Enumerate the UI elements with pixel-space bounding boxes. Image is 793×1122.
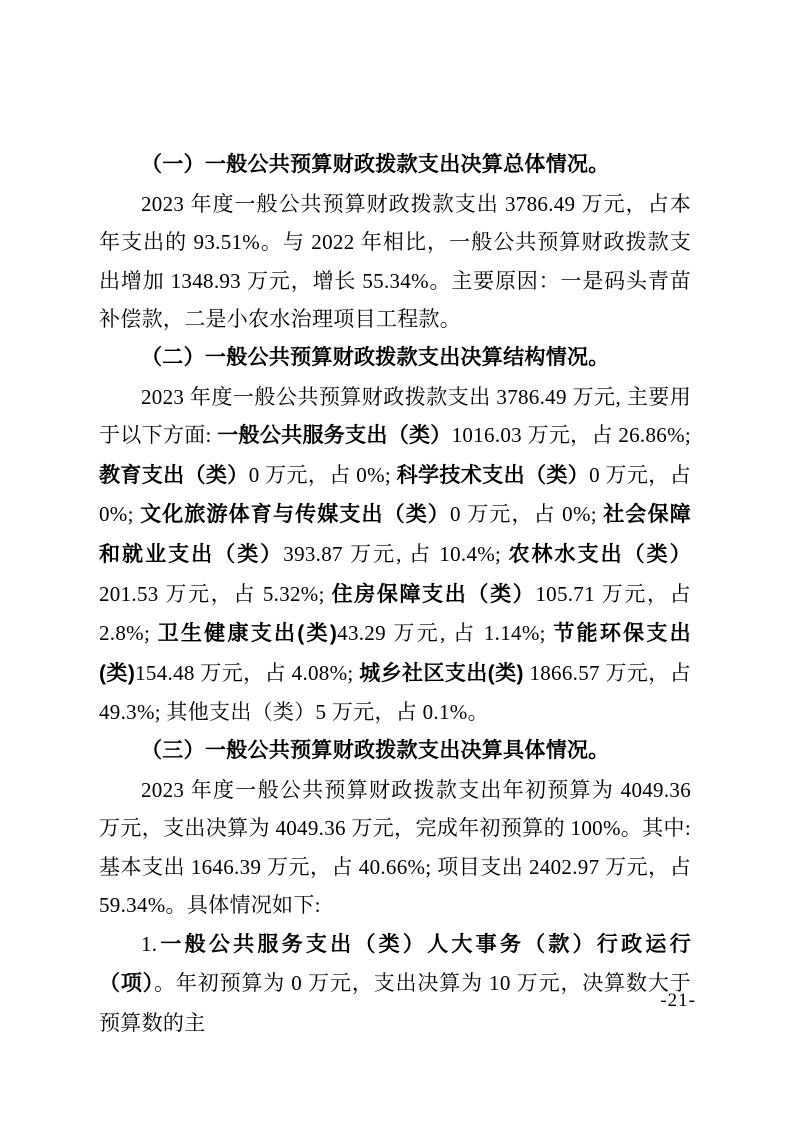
section-1-paragraph — [99, 185, 691, 339]
text-run: 105.71 万元，占 2.8%; — [99, 581, 691, 646]
section-3-paragraph — [99, 771, 691, 925]
bold-text-run: 文化旅游体育与传媒支出（类） — [140, 503, 451, 527]
text-run: 1016.03 万元，占 26.86%; — [451, 423, 691, 448]
text-run: 0 万元，占 0%; — [99, 462, 691, 527]
text-run: 。年初预算为 0 万元，支出决算为 10 万元，决算数大于预算数的主 — [99, 971, 692, 1036]
bold-text-run: 城乡社区支出(类) — [359, 661, 524, 685]
bold-text-run: 一般公共服务支出（类）人大事务（款）行政运行（项） — [99, 932, 691, 996]
section-2-paragraph — [99, 378, 691, 732]
section-1-heading: （一）一般公共预算财政拨款支出决算总体情况。 — [141, 153, 610, 176]
text-run: 1. — [141, 931, 158, 956]
text-run: 0 万元，占 0%; — [248, 462, 397, 487]
section-3-heading: （三）一般公共预算财政拨款支出决算具体情况。 — [141, 738, 610, 762]
bold-text-run: 农林水支出（类） — [508, 542, 691, 566]
section-2-heading: （二）一般公共预算财政拨款支出决算结构情况。 — [141, 345, 610, 369]
page-number: -21- — [660, 990, 696, 1011]
bold-text-run: 一般公共服务支出（类） — [217, 424, 452, 448]
item-1-paragraph — [99, 925, 691, 1043]
bold-text-run: 教育支出（类） — [99, 463, 249, 487]
text-run: 2023 年度一般公共预算财政拨款支出年初预算为 4049.36 万元，支出决算为 4049.36 万元，完成年初预算的 100%。其中:基本支出 1646.39 万元，占 40.66%; 项目支出 2402.97 万元，占 59.34%。具体情况如下: — [99, 777, 691, 918]
text-run: 201.53 万元，占 5.32%; — [99, 581, 332, 606]
text-run: 0 万元，占 0%; — [450, 502, 604, 527]
document-blocks — [99, 146, 691, 1043]
text-run: 154.48 万元，占 4.08%; — [135, 660, 360, 685]
bold-text-run: 节能环保支出(类) — [99, 622, 691, 685]
text-run: 1866.57 万元，占 49.3%; 其他支出（类）5 万元，占 0.1%。 — [99, 660, 692, 725]
bold-text-run: 住房保障支出（类） — [331, 582, 536, 606]
bold-text-run: 社会保障和就业支出（类） — [99, 503, 692, 566]
bold-text-run: 卫生健康支出(类) — [157, 622, 338, 646]
text-run: 43.29 万元, 占 1.14%; — [337, 621, 554, 646]
bold-text-run: 科学技术支出（类） — [396, 463, 590, 487]
text-run: 2023 年度一般公共预算财政拨款支出 3786.49 万元, 主要用于以下方面: — [99, 384, 691, 448]
text-run: 393.87 万元, 占 10.4%; — [283, 541, 509, 566]
text-run: 2023 年度一般公共预算财政拨款支出 3786.49 万元，占本年支出的 93.51%。与 2022 年相比，一般公共预算财政拨款支出增加 1348.93 万元，增长 55.34%。主要原因：一是码头青苗补偿款，二是小农水治理项目工程款。 — [99, 191, 691, 332]
